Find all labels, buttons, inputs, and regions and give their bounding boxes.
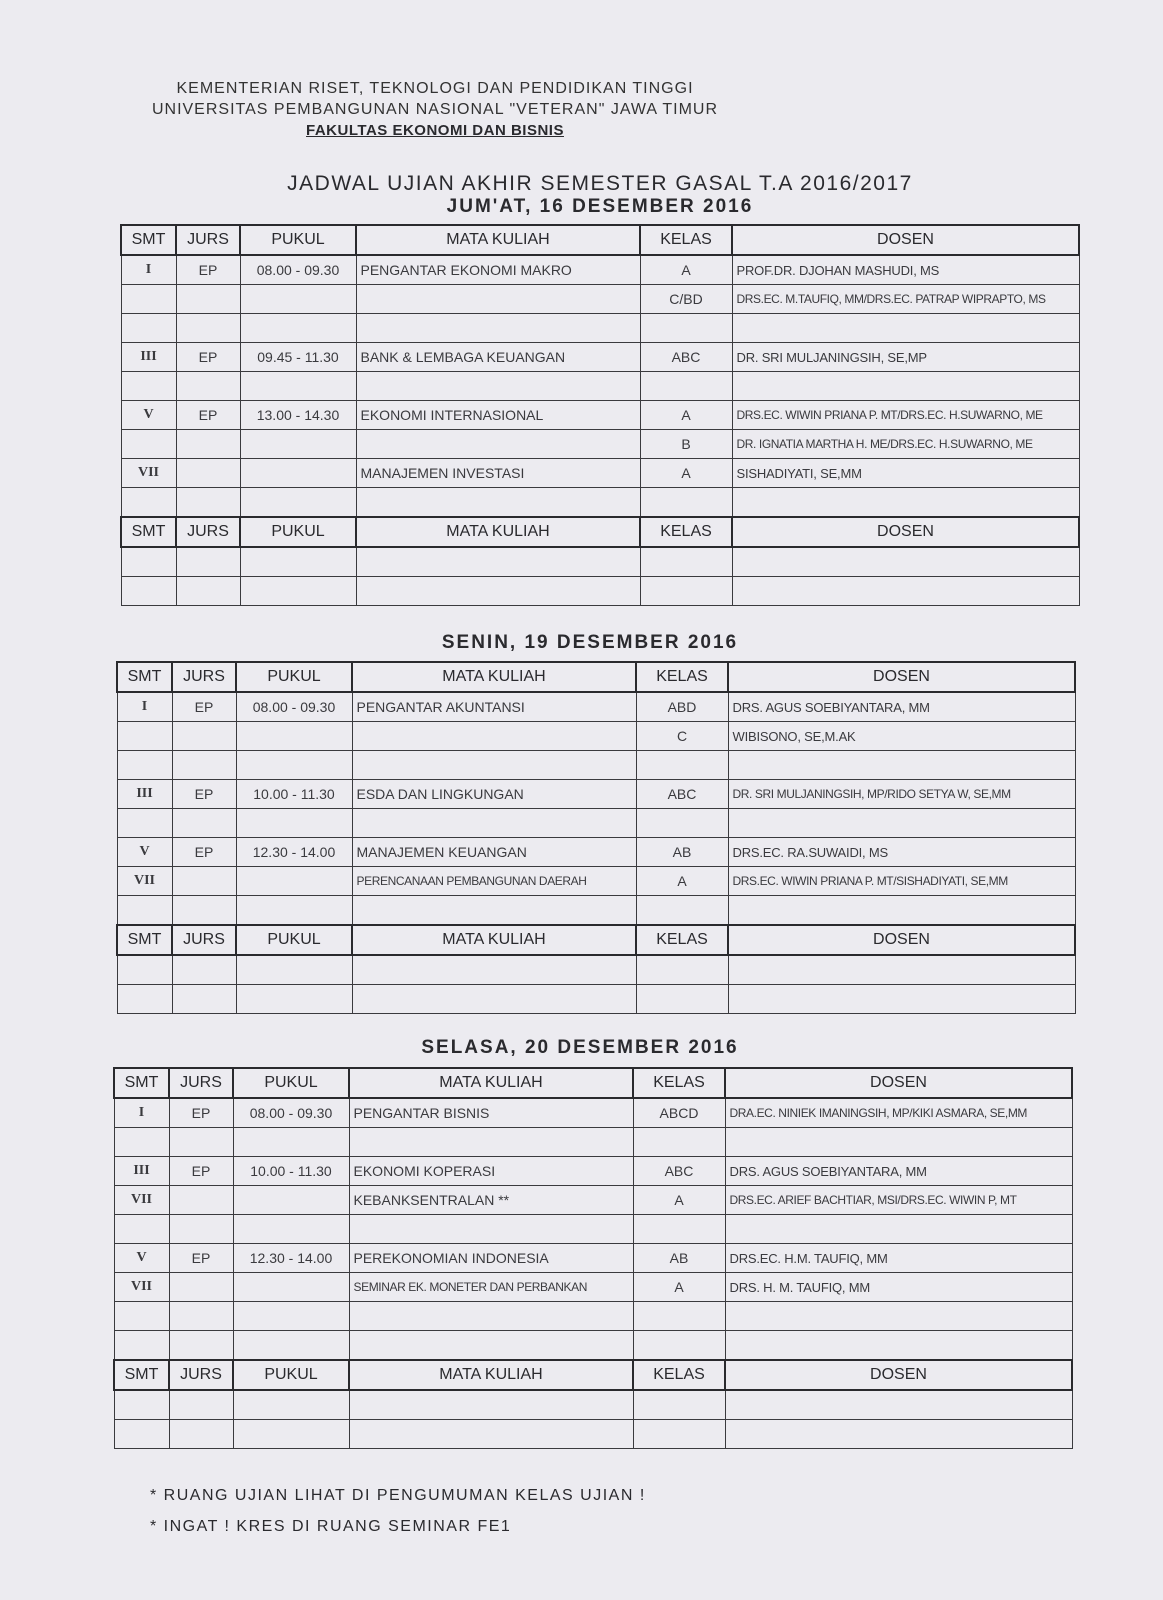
column-header-smt: SMT: [114, 1360, 169, 1390]
table-cell: [728, 985, 1075, 1014]
cell-dosen: [732, 372, 1079, 401]
table-row: [121, 459, 1079, 488]
cell-jurs: [176, 372, 240, 401]
table-header-row: [117, 662, 1075, 692]
cell-pukul: 08.00 - 09.30: [233, 1098, 349, 1128]
cell-mk: [349, 1215, 633, 1244]
column-header-mata-kuliah: MATA KULIAH: [349, 1068, 633, 1098]
cell-dosen: DR. SRI MULJANINGSIH, SE,MP: [732, 343, 1079, 372]
cell-pukul: 08.00 - 09.30: [240, 255, 356, 285]
cell-kelas: C: [636, 722, 728, 751]
column-header-kelas: KELAS: [636, 662, 728, 692]
cell-kelas: [633, 1128, 725, 1157]
cell-dosen: DRS.EC. ARIEF BACHTIAR, MSI/DRS.EC. WIWIN P, MT: [725, 1186, 1072, 1215]
cell-dosen: DRS.EC. M.TAUFIQ, MM/DRS.EC. PATRAP WIPRAPTO, MS: [732, 285, 1079, 314]
faculty-name: FAKULTAS EKONOMI DAN BISNIS: [306, 122, 564, 139]
cell-smt: [121, 285, 176, 314]
cell-jurs: [172, 751, 236, 780]
table-cell: [114, 1390, 169, 1420]
cell-pukul: [240, 488, 356, 518]
cell-smt: [121, 430, 176, 459]
empty-row: [117, 955, 1075, 985]
table-row: [114, 1331, 1072, 1361]
cell-kelas: [633, 1302, 725, 1331]
column-header-dosen: DOSEN: [732, 517, 1079, 547]
cell-smt: VII: [114, 1273, 169, 1302]
table-cell: [117, 955, 172, 985]
cell-pukul: [233, 1215, 349, 1244]
cell-mk: [349, 1331, 633, 1361]
table-cell: [114, 1420, 169, 1449]
column-header-mata-kuliah: MATA KULIAH: [356, 517, 640, 547]
table-cell: [349, 1420, 633, 1449]
column-header-kelas: KELAS: [636, 925, 728, 955]
cell-mk: [352, 722, 636, 751]
column-header-jurs: JURS: [172, 925, 236, 955]
cell-pukul: 13.00 - 14.30: [240, 401, 356, 430]
cell-mk: PENGANTAR BISNIS: [349, 1098, 633, 1128]
cell-kelas: [636, 896, 728, 926]
cell-pukul: 10.00 - 11.30: [236, 780, 352, 809]
cell-dosen: [732, 488, 1079, 518]
cell-kelas: [636, 809, 728, 838]
column-header-smt: SMT: [121, 517, 176, 547]
schedule-title-block: [200, 172, 1000, 196]
table-header-row: [114, 1068, 1072, 1098]
table-cell: [725, 1420, 1072, 1449]
table-row: [117, 780, 1075, 809]
cell-kelas: ABC: [636, 780, 728, 809]
cell-jurs: [176, 459, 240, 488]
table-row: [121, 488, 1079, 518]
cell-dosen: [728, 896, 1075, 926]
column-header-smt: SMT: [114, 1068, 169, 1098]
cell-kelas: A: [633, 1186, 725, 1215]
cell-kelas: AB: [636, 838, 728, 867]
cell-dosen: [725, 1128, 1072, 1157]
day-heading: SENIN, 19 DESEMBER 2016: [441, 632, 739, 653]
table-cell: [176, 547, 240, 577]
cell-dosen: [728, 809, 1075, 838]
column-header-mata-kuliah: MATA KULIAH: [349, 1360, 633, 1390]
table-cell: [725, 1390, 1072, 1420]
table-cell: [356, 577, 640, 606]
table-row: [117, 692, 1075, 722]
cell-smt: V: [121, 401, 176, 430]
cell-smt: [117, 751, 172, 780]
table-row: [121, 343, 1079, 372]
cell-jurs: [169, 1215, 233, 1244]
cell-smt: VII: [117, 867, 172, 896]
column-header-pukul: PUKUL: [240, 225, 356, 255]
column-header-pukul: PUKUL: [233, 1360, 349, 1390]
table-cell: [636, 985, 728, 1014]
table-row: [114, 1244, 1072, 1273]
cell-smt: III: [114, 1157, 169, 1186]
column-header-pukul: PUKUL: [236, 925, 352, 955]
table-cell: [117, 985, 172, 1014]
column-header-smt: SMT: [117, 662, 172, 692]
table-cell: [240, 547, 356, 577]
cell-kelas: B: [640, 430, 732, 459]
table-row: [121, 255, 1079, 285]
cell-dosen: DRS.EC. WIWIN PRIANA P. MT/DRS.EC. H.SUWARNO, ME: [732, 401, 1079, 430]
cell-kelas: A: [640, 459, 732, 488]
document-header: [120, 78, 750, 142]
table-row: [117, 838, 1075, 867]
cell-dosen: [732, 314, 1079, 343]
cell-jurs: EP: [176, 343, 240, 372]
column-header-jurs: JURS: [172, 662, 236, 692]
university-name: UNIVERSITAS PEMBANGUNAN NASIONAL "VETERAN" JAWA TIMUR: [151, 101, 719, 118]
table-cell: [233, 1420, 349, 1449]
table-cell: [169, 1390, 233, 1420]
cell-smt: III: [121, 343, 176, 372]
cell-smt: [121, 372, 176, 401]
cell-pukul: [240, 372, 356, 401]
cell-smt: I: [121, 255, 176, 285]
cell-jurs: EP: [176, 255, 240, 285]
cell-kelas: [640, 372, 732, 401]
table-cell: [169, 1420, 233, 1449]
table-row: [117, 722, 1075, 751]
cell-kelas: [633, 1331, 725, 1361]
table-cell: [356, 547, 640, 577]
cell-pukul: [233, 1331, 349, 1361]
cell-mk: [356, 314, 640, 343]
cell-smt: [117, 896, 172, 926]
cell-kelas: [640, 314, 732, 343]
table-cell: [236, 955, 352, 985]
schedule-table: [113, 1067, 1073, 1449]
cell-dosen: WIBISONO, SE,M.AK: [728, 722, 1075, 751]
schedule-table: [116, 661, 1076, 1014]
cell-dosen: DR. SRI MULJANINGSIH, MP/RIDO SETYA W, SE,MM: [728, 780, 1075, 809]
table-row: [117, 867, 1075, 896]
cell-smt: V: [117, 838, 172, 867]
cell-jurs: EP: [169, 1244, 233, 1273]
column-header-smt: SMT: [117, 925, 172, 955]
cell-jurs: EP: [169, 1098, 233, 1128]
column-header-dosen: DOSEN: [725, 1360, 1072, 1390]
cell-pukul: 09.45 - 11.30: [240, 343, 356, 372]
table-row: [114, 1186, 1072, 1215]
cell-smt: III: [117, 780, 172, 809]
cell-jurs: [169, 1331, 233, 1361]
cell-dosen: DRS.EC. RA.SUWAIDI, MS: [728, 838, 1075, 867]
cell-mk: ESDA DAN LINGKUNGAN: [352, 780, 636, 809]
cell-jurs: [176, 488, 240, 518]
column-header-mata-kuliah: MATA KULIAH: [352, 925, 636, 955]
cell-jurs: EP: [172, 780, 236, 809]
table-cell: [121, 577, 176, 606]
cell-mk: [352, 896, 636, 926]
cell-pukul: [236, 809, 352, 838]
column-header-smt: SMT: [121, 225, 176, 255]
table-cell: [172, 985, 236, 1014]
column-header-pukul: PUKUL: [233, 1068, 349, 1098]
cell-jurs: EP: [169, 1157, 233, 1186]
cell-mk: [356, 285, 640, 314]
cell-mk: KEBANKSENTRALAN **: [349, 1186, 633, 1215]
table-row: [114, 1157, 1072, 1186]
cell-mk: MANAJEMEN KEUANGAN: [352, 838, 636, 867]
table-row: [117, 751, 1075, 780]
cell-mk: [349, 1128, 633, 1157]
cell-jurs: EP: [176, 401, 240, 430]
cell-pukul: [240, 430, 356, 459]
cell-pukul: [236, 722, 352, 751]
cell-mk: [352, 751, 636, 780]
note-line: * RUANG UJIAN LIHAT DI PENGUMUMAN KELAS UJIAN !: [150, 1487, 646, 1504]
table-row: [114, 1215, 1072, 1244]
cell-mk: PENGANTAR EKONOMI MAKRO: [356, 255, 640, 285]
cell-kelas: A: [640, 255, 732, 285]
cell-smt: I: [114, 1098, 169, 1128]
column-header-kelas: KELAS: [633, 1068, 725, 1098]
cell-jurs: [176, 314, 240, 343]
table-header-row: [121, 225, 1079, 255]
cell-pukul: [233, 1273, 349, 1302]
cell-smt: VII: [114, 1186, 169, 1215]
cell-pukul: [233, 1186, 349, 1215]
cell-dosen: DRS.EC. H.M. TAUFIQ, MM: [725, 1244, 1072, 1273]
cell-dosen: DRA.EC. NINIEK IMANINGSIH, MP/KIKI ASMARA, SE,MM: [725, 1098, 1072, 1128]
cell-smt: V: [114, 1244, 169, 1273]
cell-jurs: [172, 896, 236, 926]
schedule-table: [120, 224, 1080, 606]
empty-row: [121, 547, 1079, 577]
cell-pukul: [240, 285, 356, 314]
column-header-kelas: KELAS: [640, 225, 732, 255]
table-cell: [352, 955, 636, 985]
table-header-row: [114, 1360, 1072, 1390]
cell-dosen: SISHADIYATI, SE,MM: [732, 459, 1079, 488]
cell-mk: PERENCANAAN PEMBANGUNAN DAERAH: [352, 867, 636, 896]
cell-smt: I: [117, 692, 172, 722]
cell-kelas: A: [636, 867, 728, 896]
cell-mk: MANAJEMEN INVESTASI: [356, 459, 640, 488]
table-cell: [732, 577, 1079, 606]
cell-smt: [114, 1215, 169, 1244]
ministry-name: KEMENTERIAN RISET, TEKNOLOGI DAN PENDIDIKAN TINGGI: [176, 80, 694, 97]
cell-jurs: [169, 1273, 233, 1302]
cell-pukul: 12.30 - 14.00: [236, 838, 352, 867]
cell-mk: [349, 1302, 633, 1331]
table-cell: [176, 577, 240, 606]
table-cell: [352, 985, 636, 1014]
cell-dosen: [725, 1215, 1072, 1244]
cell-jurs: [176, 430, 240, 459]
note-line: * INGAT ! KRES DI RUANG SEMINAR FE1: [150, 1518, 512, 1535]
table-header-row: [121, 517, 1079, 547]
table-cell: [172, 955, 236, 985]
table-cell: [236, 985, 352, 1014]
table-cell: [636, 955, 728, 985]
cell-pukul: [236, 751, 352, 780]
cell-kelas: [636, 751, 728, 780]
table-row: [117, 896, 1075, 926]
column-header-kelas: KELAS: [640, 517, 732, 547]
cell-mk: BANK & LEMBAGA KEUANGAN: [356, 343, 640, 372]
column-header-dosen: DOSEN: [732, 225, 1079, 255]
table-row: [114, 1273, 1072, 1302]
cell-kelas: ABD: [636, 692, 728, 722]
column-header-dosen: DOSEN: [725, 1068, 1072, 1098]
cell-mk: EKONOMI KOPERASI: [349, 1157, 633, 1186]
cell-mk: [352, 809, 636, 838]
cell-smt: [121, 314, 176, 343]
table-header-row: [117, 925, 1075, 955]
cell-dosen: [725, 1331, 1072, 1361]
cell-kelas: A: [640, 401, 732, 430]
schedule-title: JADWAL UJIAN AKHIR SEMESTER GASAL T.A 2016/2017: [287, 172, 913, 195]
table-cell: [633, 1420, 725, 1449]
day-heading: SELASA, 20 DESEMBER 2016: [421, 1037, 739, 1058]
cell-smt: [117, 722, 172, 751]
cell-pukul: 10.00 - 11.30: [233, 1157, 349, 1186]
cell-pukul: [233, 1302, 349, 1331]
cell-kelas: A: [633, 1273, 725, 1302]
cell-jurs: [169, 1302, 233, 1331]
cell-smt: [114, 1331, 169, 1361]
cell-pukul: 12.30 - 14.00: [233, 1244, 349, 1273]
cell-smt: [117, 809, 172, 838]
cell-dosen: DRS. H. M. TAUFIQ, MM: [725, 1273, 1072, 1302]
cell-mk: [356, 372, 640, 401]
cell-mk: SEMINAR EK. MONETER DAN PERBANKAN: [349, 1273, 633, 1302]
cell-kelas: C/BD: [640, 285, 732, 314]
cell-smt: [121, 488, 176, 518]
table-cell: [349, 1390, 633, 1420]
table-row: [121, 314, 1079, 343]
empty-row: [114, 1390, 1072, 1420]
cell-smt: [114, 1302, 169, 1331]
cell-jurs: [172, 867, 236, 896]
cell-pukul: [236, 896, 352, 926]
table-row: [114, 1302, 1072, 1331]
table-row: [121, 285, 1079, 314]
table-cell: [732, 547, 1079, 577]
table-row: [121, 430, 1079, 459]
table-cell: [633, 1390, 725, 1420]
cell-pukul: [233, 1128, 349, 1157]
cell-smt: [114, 1128, 169, 1157]
column-header-jurs: JURS: [169, 1360, 233, 1390]
cell-kelas: [633, 1215, 725, 1244]
table-cell: [640, 577, 732, 606]
table-row: [114, 1098, 1072, 1128]
table-cell: [240, 577, 356, 606]
cell-dosen: DRS. AGUS SOEBIYANTARA, MM: [725, 1157, 1072, 1186]
column-header-pukul: PUKUL: [236, 662, 352, 692]
column-header-jurs: JURS: [169, 1068, 233, 1098]
cell-jurs: [169, 1128, 233, 1157]
cell-dosen: [725, 1302, 1072, 1331]
cell-mk: [356, 430, 640, 459]
column-header-mata-kuliah: MATA KULIAH: [352, 662, 636, 692]
empty-row: [117, 985, 1075, 1014]
cell-jurs: [169, 1186, 233, 1215]
column-header-dosen: DOSEN: [728, 662, 1075, 692]
notes: [150, 1480, 646, 1542]
column-header-jurs: JURS: [176, 517, 240, 547]
cell-jurs: [172, 809, 236, 838]
cell-pukul: 08.00 - 09.30: [236, 692, 352, 722]
column-header-jurs: JURS: [176, 225, 240, 255]
cell-kelas: [640, 488, 732, 518]
column-header-mata-kuliah: MATA KULIAH: [356, 225, 640, 255]
cell-dosen: PROF.DR. DJOHAN MASHUDI, MS: [732, 255, 1079, 285]
cell-kelas: ABC: [640, 343, 732, 372]
cell-jurs: [172, 722, 236, 751]
table-row: [114, 1128, 1072, 1157]
cell-mk: EKONOMI INTERNASIONAL: [356, 401, 640, 430]
cell-kelas: ABC: [633, 1157, 725, 1186]
cell-pukul: [240, 459, 356, 488]
cell-pukul: [240, 314, 356, 343]
table-row: [121, 401, 1079, 430]
cell-smt: VII: [121, 459, 176, 488]
cell-dosen: DRS.EC. WIWIN PRIANA P. MT/SISHADIYATI, SE,MM: [728, 867, 1075, 896]
cell-jurs: EP: [172, 838, 236, 867]
cell-kelas: ABCD: [633, 1098, 725, 1128]
cell-dosen: DR. IGNATIA MARTHA H. ME/DRS.EC. H.SUWARNO, ME: [732, 430, 1079, 459]
cell-dosen: DRS. AGUS SOEBIYANTARA, MM: [728, 692, 1075, 722]
cell-jurs: EP: [172, 692, 236, 722]
column-header-kelas: KELAS: [633, 1360, 725, 1390]
cell-pukul: [236, 867, 352, 896]
table-row: [117, 809, 1075, 838]
empty-row: [114, 1420, 1072, 1449]
day-heading: JUM'AT, 16 DESEMBER 2016: [446, 196, 754, 217]
cell-mk: [356, 488, 640, 518]
table-cell: [640, 547, 732, 577]
column-header-dosen: DOSEN: [728, 925, 1075, 955]
table-cell: [121, 547, 176, 577]
cell-dosen: [728, 751, 1075, 780]
cell-jurs: [176, 285, 240, 314]
cell-kelas: AB: [633, 1244, 725, 1273]
table-cell: [728, 955, 1075, 985]
table-row: [121, 372, 1079, 401]
column-header-pukul: PUKUL: [240, 517, 356, 547]
table-cell: [233, 1390, 349, 1420]
cell-mk: PEREKONOMIAN INDONESIA: [349, 1244, 633, 1273]
cell-mk: PENGANTAR AKUNTANSI: [352, 692, 636, 722]
empty-row: [121, 577, 1079, 606]
